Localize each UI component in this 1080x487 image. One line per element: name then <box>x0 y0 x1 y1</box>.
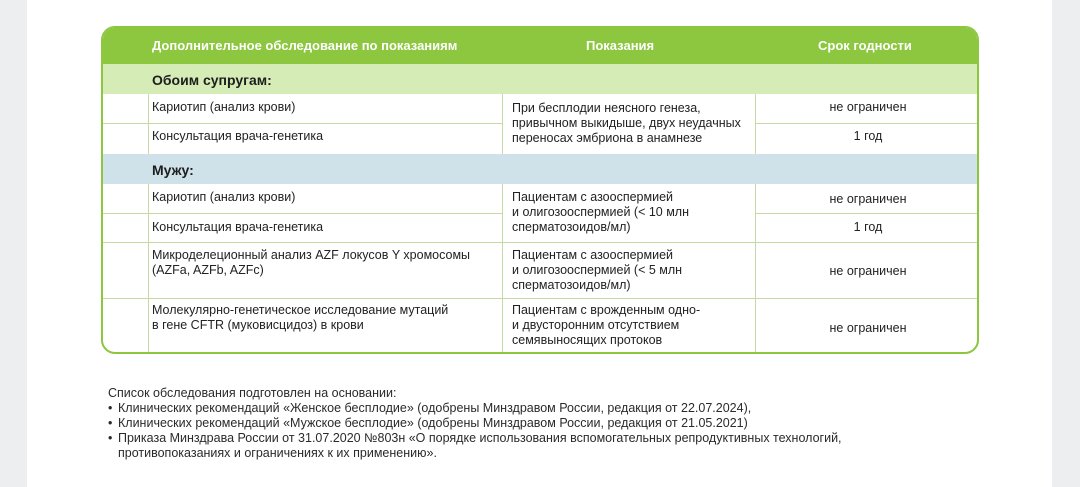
list-item: • Клинических рекомендаций «Мужское бесплодие» (одобрены Минздравом России, редакция от 21.05.2021) <box>108 416 748 430</box>
section-title: Мужу: <box>152 162 194 178</box>
validity-value: не ограничен <box>829 192 907 206</box>
divider <box>755 213 979 214</box>
list-item: • Приказа Минздрава России от 31.07.2020 №803н «О порядке использования вспомогательных репродуктивных технологий, противопоказаниях и ограничениях к их применению». <box>108 431 842 460</box>
table-row: Консультация врача-генетика <box>152 220 324 234</box>
table-header <box>103 28 977 64</box>
divider <box>502 94 503 154</box>
validity-value: 1 год <box>853 129 883 143</box>
divider <box>502 184 503 354</box>
divider <box>148 184 149 354</box>
table-row: Кариотип (анализ крови) <box>152 100 296 114</box>
header-validity: Срок годности <box>818 38 912 53</box>
table-row: Кариотип (анализ крови) <box>152 190 296 204</box>
exam-table <box>101 26 979 354</box>
table-row: Молекулярно-генетическое исследование мутаций в гене CFTR (муковисцидоз) в крови <box>152 303 449 332</box>
divider <box>103 242 977 243</box>
indication-text: При бесплодии неясного генеза, привычном выкидыше, двух неудачных переносах эмбриона в анамнезе <box>512 101 741 145</box>
section-husband <box>103 154 977 184</box>
validity-value: 1 год <box>853 220 883 234</box>
divider <box>103 213 502 214</box>
divider <box>755 123 979 124</box>
section-title: Обоим супругам: <box>152 72 272 88</box>
divider <box>148 94 149 154</box>
validity-value: не ограничен <box>829 100 907 114</box>
table-row: Микроделеционный анализ AZF локусов Y хромосомы (AZFa, AZFb, AZFc) <box>152 248 471 277</box>
validity-value: не ограничен <box>829 264 907 278</box>
source-notes <box>108 386 842 461</box>
divider <box>103 123 502 124</box>
header-exam: Дополнительное обследование по показаниям <box>152 38 458 53</box>
indication-text: Пациентам с врожденным одно- и двусторонним отсутствием семявыносящих протоков <box>512 303 701 347</box>
divider <box>103 298 977 299</box>
indication-text: Пациентам с азооспермией и олигозооспермией (< 10 млн сперматозоидов/мл) <box>512 190 690 234</box>
indication-text: Пациентам с азооспермией и олигозооспермией (< 5 млн сперматозоидов/мл) <box>512 248 683 292</box>
header-indications: Показания <box>586 38 655 53</box>
notes-intro: Список обследования подготовлен на основании: <box>108 386 397 400</box>
table-row: Консультация врача-генетика <box>152 129 324 143</box>
validity-value: не ограничен <box>829 321 907 335</box>
list-item: • Клинических рекомендаций «Женское бесплодие» (одобрены Минздравом России, редакция от 22.07.2024), <box>108 401 752 415</box>
section-both-spouses <box>103 64 977 94</box>
